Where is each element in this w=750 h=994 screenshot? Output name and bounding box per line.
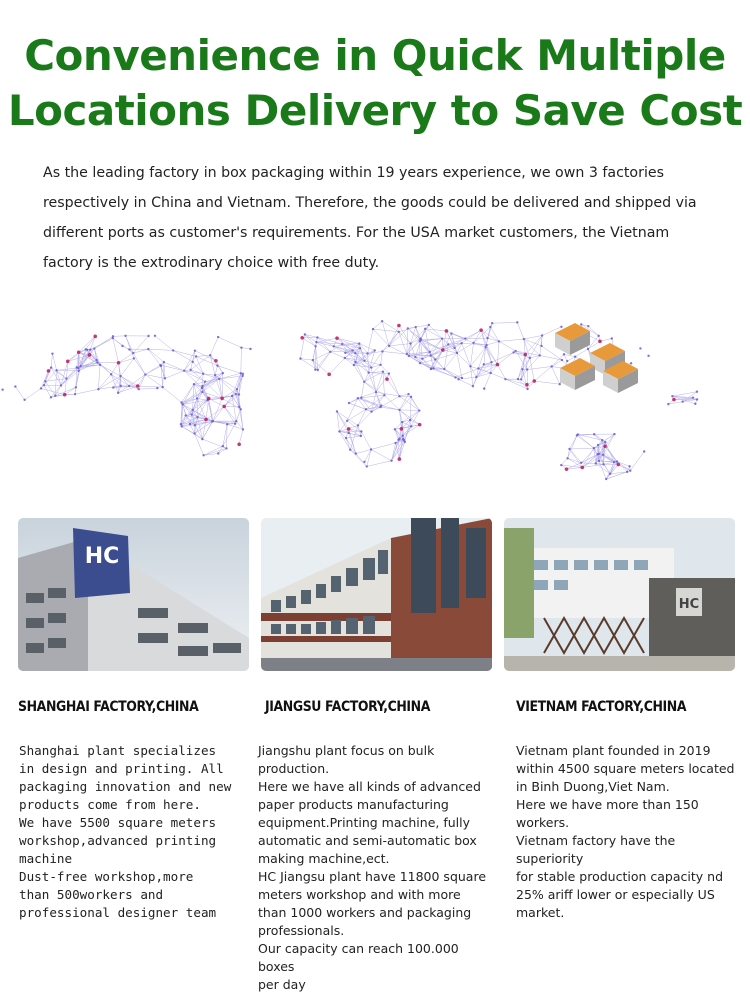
intro-paragraph: As the leading factory in box packaging within 19 years experience, we own 3 factories respectively in China and Vietnam. Therefore, the goods could be delivered and shipped via different ports as customer's requirements. For the USA market customers, the Vietnam factory is the extrodinary choice with free duty.: [43, 158, 723, 278]
vietnam-sign-text: HC: [679, 597, 699, 612]
shanghai-sign-text: HC: [85, 544, 120, 569]
shanghai-factory-description: Shanghai plant specializes in design and printing. All packaging innovation and new products come from here. We have 5500 square meters workshop,advanced printing machine Dust-free workshop,more than 500workers and professional designer team: [19, 742, 249, 922]
shanghai-factory-title: SHANGHAI FACTORY,CHINA: [18, 697, 198, 714]
jiangsu-factory-description: Jiangshu plant focus on bulk production. Here we have all kinds of advanced paper products manufacturing equipment.Printing machine, fully automatic and semi-automatic box making machine,ect. HC Jiangsu plant have 11800 square meters workshop and with more than 1000 workers and packaging professionals. Our capacity can reach 100.000 boxes per day: [258, 742, 498, 994]
shanghai-factory-photo: [18, 518, 249, 671]
vietnam-factory-photo: [504, 518, 735, 671]
vietnam-factory-title: VIETNAM FACTORY,CHINA: [516, 697, 686, 714]
headline-line-2: Locations Delivery to Save Cost: [0, 83, 750, 138]
jiangsu-factory-photo: [261, 518, 492, 671]
headline-line-1: Convenience in Quick Multiple: [0, 28, 750, 83]
vietnam-factory-description: Vietnam plant founded in 2019 within 4500 square meters located in Binh Duong,Viet Nam. Here we have more than 150 workers. Vietnam factory have the superiority for stable production capacity nd 25% ariff lower or especially US market.: [516, 742, 746, 922]
page-headline: [0, 28, 750, 138]
jiangsu-factory-title: JIANGSU FACTORY,CHINA: [265, 697, 430, 714]
world-network-map-icon: [0, 305, 750, 495]
